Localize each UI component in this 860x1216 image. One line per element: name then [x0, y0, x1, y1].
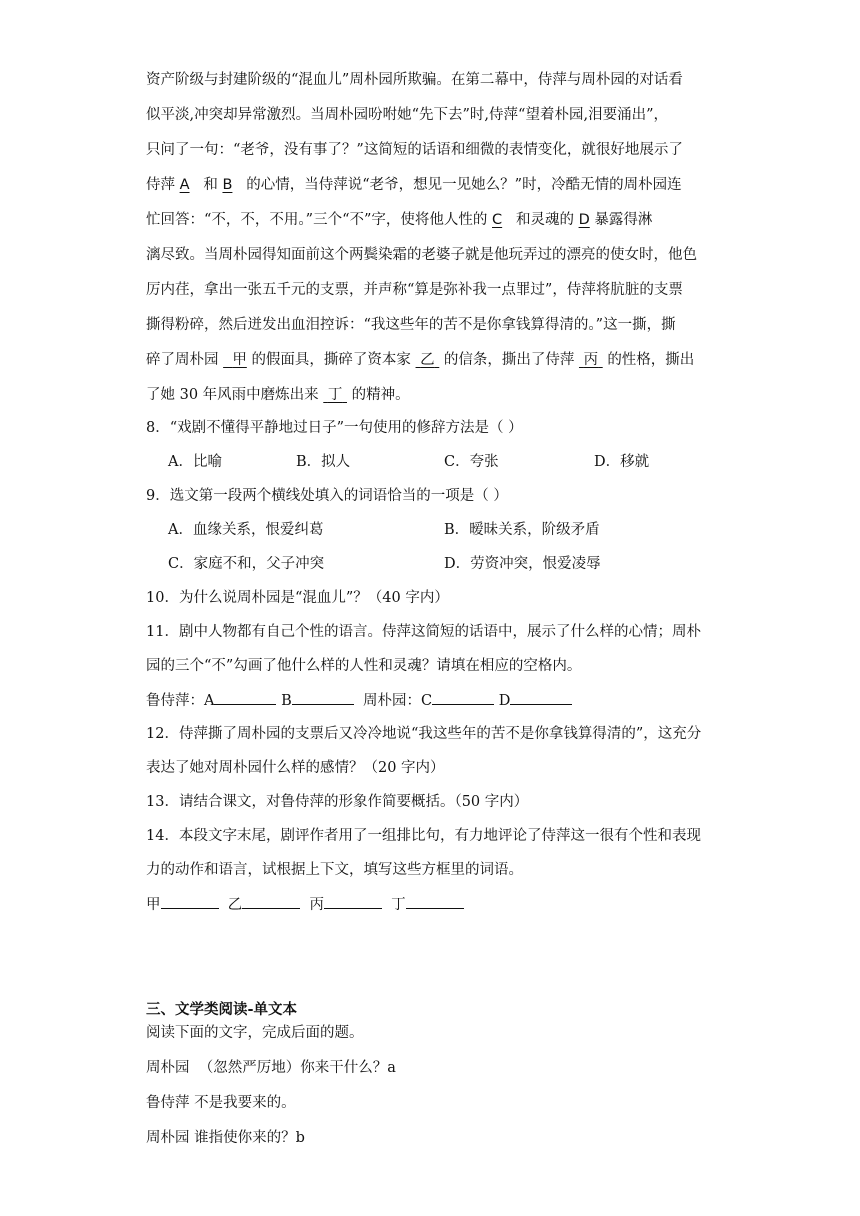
speaker-name: 周朴园 — [146, 1060, 190, 1076]
fill-blank-bing[interactable] — [324, 894, 382, 909]
question-11-line-1: 11．剧中人物都有自己个性的语言。侍萍这简短的话语中，展示了什么样的心情；周朴 — [146, 624, 701, 640]
speaker-name: 周朴园 — [146, 1130, 190, 1146]
fill-blank-B[interactable] — [292, 690, 354, 705]
blank-C: C — [492, 212, 503, 228]
q9-option-b: B．暧昧关系，阶级矛盾 — [444, 522, 600, 538]
section-heading: 三、文学类阅读-单文本 — [146, 1001, 298, 1018]
question-11-line-2: 园的三个“不”勾画了他什么样的人性和灵魂？请填在相应的空格内。 — [146, 658, 582, 674]
blank-A: A — [179, 177, 190, 193]
passage-line-4: 侍萍 A 和 B 的心情，当侍萍说“老爷，想见一见她么？”时，冷酷无情的周朴园连 — [146, 177, 682, 193]
blank-yi: 乙 — [420, 352, 435, 368]
passage-line-7: 厉内荏，拿出一张五千元的支票，并声称“算是弥补我一点罪过”，侍萍将肮脏的支票 — [146, 282, 683, 298]
question-12-line-2: 表达了她对周朴园什么样的感情？（20 字内） — [146, 760, 445, 776]
q8-option-a: A．比喻 — [168, 454, 222, 470]
passage-line-6: 漓尽致。当周朴园得知面前这个两鬓染霜的老婆子就是他玩弄过的漂亮的使女时，他色 — [146, 247, 697, 263]
fill-blank-C[interactable] — [432, 690, 494, 705]
blank-D: D — [578, 212, 590, 228]
dialogue-line-1: 周朴园 （忽然严厉地）你来干什么？a — [146, 1060, 396, 1076]
section-instruction: 阅读下面的文字，完成后面的题。 — [146, 1025, 364, 1041]
fill-blank-ding[interactable] — [406, 894, 464, 909]
q8-option-d: D．移就 — [594, 454, 650, 470]
q9-option-d: D．劳资冲突，恨爱凌辱 — [444, 556, 601, 572]
question-11-fill: 鲁侍萍：A B 周朴园：C D — [146, 690, 572, 711]
question-14-line-2: 力的动作和语言，试根据上下文，填写这些方框里的词语。 — [146, 862, 523, 878]
blank-B: B — [222, 177, 233, 193]
question-8: 8．“戏剧不懂得平静地过日子”一句使用的修辞方法是（ ） — [146, 420, 523, 436]
question-9: 9．选文第一段两个横线处填入的词语恰当的一项是（ ） — [146, 488, 508, 504]
speaker-name: 鲁侍萍 — [146, 1095, 190, 1111]
passage-line-8: 撕得粉碎，然后迸发出血泪控诉：“我这些年的苦不是你拿钱算得清的。”这一撕，撕 — [146, 317, 676, 333]
blank-bing: 丙 — [583, 352, 599, 368]
dialogue-line-3: 周朴园 谁指使你来的？b — [146, 1130, 305, 1146]
fill-blank-D[interactable] — [510, 690, 572, 705]
blank-ding: 丁 — [327, 387, 343, 403]
question-13: 13．请结合课文，对鲁侍萍的形象作简要概括。（50 字内） — [146, 794, 529, 810]
question-14-fill: 甲 乙 丙 丁 — [146, 894, 464, 915]
passage-line-1: 资产阶级与封建阶级的“混血儿”周朴园所欺骗。在第二幕中，侍萍与周朴园的对话看 — [146, 72, 683, 88]
passage-line-2: 似平淡,冲突却异常激烈。当周朴园吩咐她“先下去”时,侍萍“望着朴园,泪要涌出”， — [146, 107, 668, 123]
q9-option-c: C．家庭不和，父子冲突 — [168, 556, 325, 572]
passage-line-9: 碎了周朴园 甲 的假面具，撕碎了资本家 乙 的信条，撕出了侍萍 丙 的性格，撕出 — [146, 352, 695, 368]
fill-blank-A[interactable] — [214, 690, 276, 705]
q8-option-c: C．夸张 — [444, 454, 499, 470]
question-12-line-1: 12．侍萍撕了周朴园的支票后又冷冷地说“我这些年的苦不是你拿钱算得清的”，这充分 — [146, 726, 702, 742]
blank-jia: 甲 — [232, 352, 247, 368]
question-10: 10．为什么说周朴园是“混血儿”？（40 字内） — [146, 590, 449, 606]
dialogue-line-2: 鲁侍萍 不是我要来的。 — [146, 1095, 296, 1111]
passage-line-5: 忙回答：“不，不，不用。”三个“不”字，使将他人性的 C 和灵魂的 D 暴露得淋 — [146, 212, 653, 228]
passage-line-3: 只问了一句：“老爷，没有事了？”这简短的话语和细微的表情变化，就很好地展示了 — [146, 142, 683, 158]
fill-blank-jia[interactable] — [161, 894, 219, 909]
q9-option-a: A．血缘关系，恨爱纠葛 — [168, 522, 324, 538]
fill-blank-yi[interactable] — [242, 894, 300, 909]
passage-line-10: 了她 30 年风雨中磨炼出来 丁 的精神。 — [146, 387, 410, 403]
question-14-line-1: 14．本段文字末尾，剧评作者用了一组排比句，有力地评论了侍萍这一很有个性和表现 — [146, 828, 701, 844]
q8-option-b: B．拟人 — [296, 454, 351, 470]
